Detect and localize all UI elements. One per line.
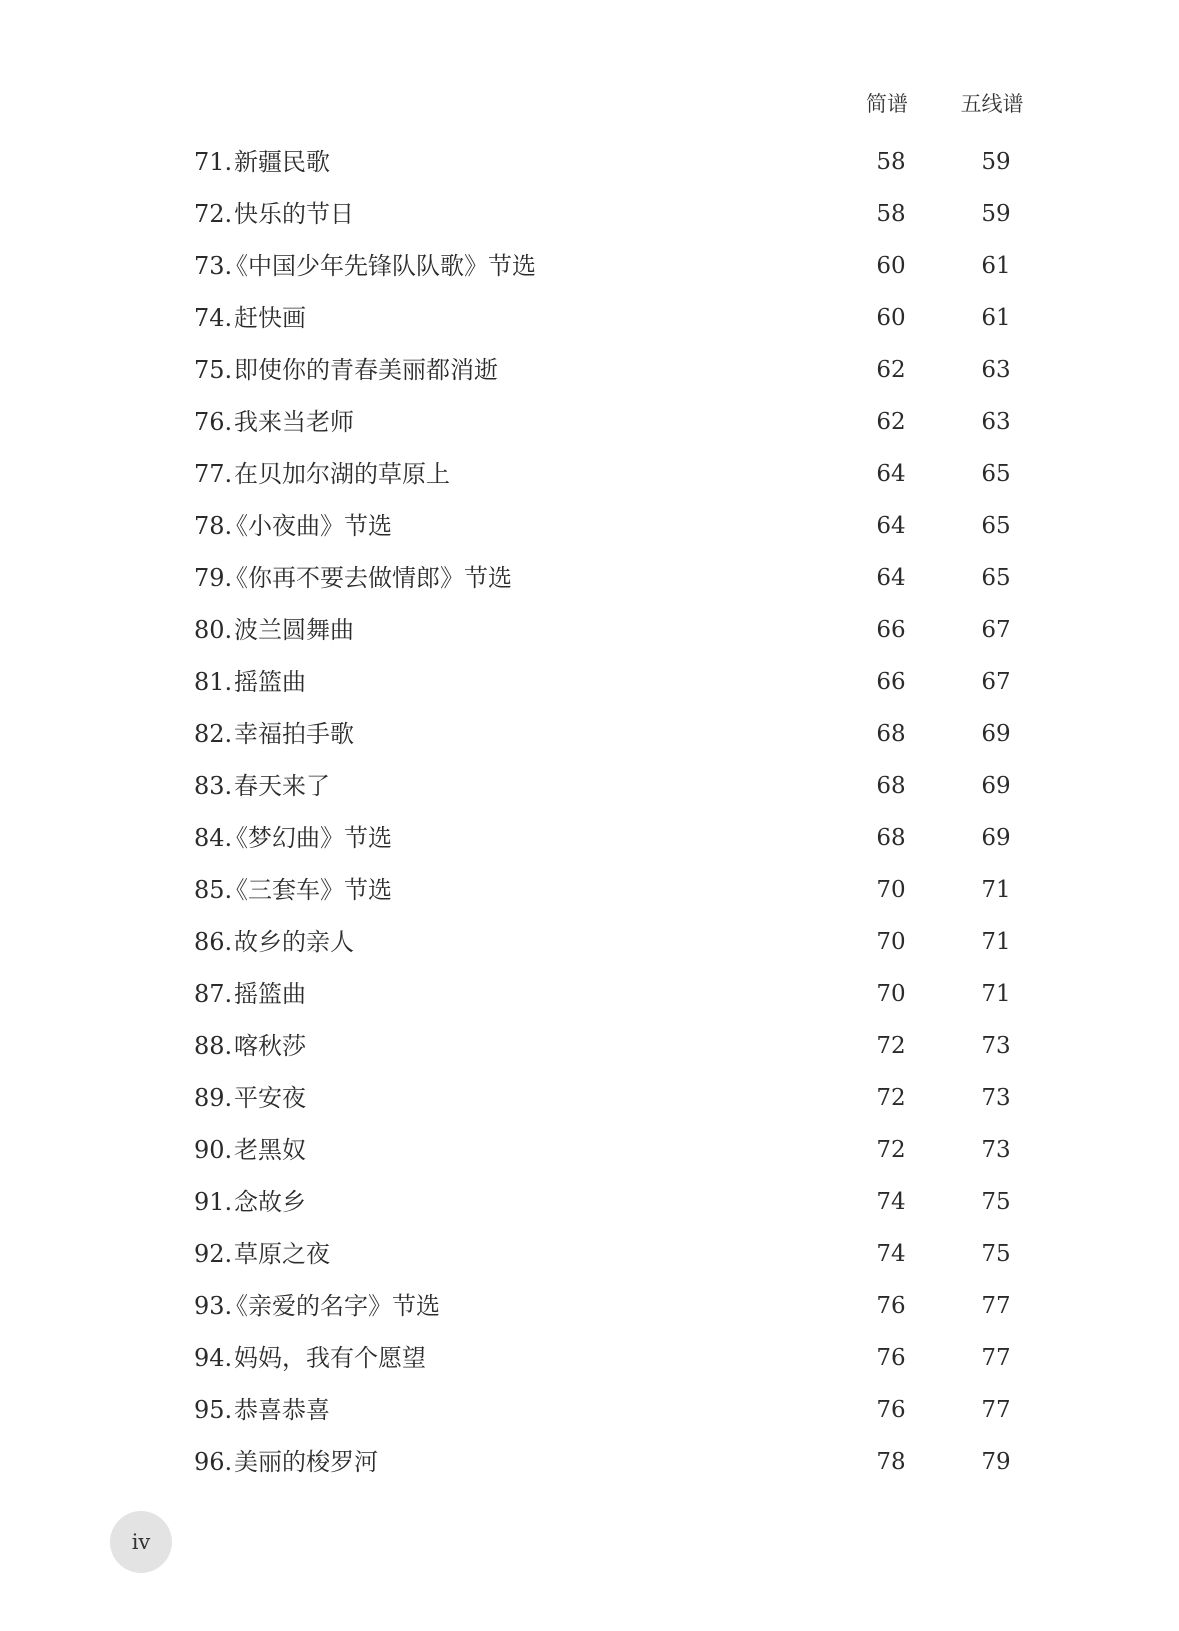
entry-wuxianpu-page: 75 [981, 1189, 1011, 1215]
entry-title: 春天来了 [234, 772, 330, 800]
toc-entry[interactable] [0, 1020, 1179, 1072]
toc-entry[interactable] [0, 760, 1179, 812]
toc-entry[interactable] [0, 1072, 1179, 1124]
entry-jianpu-page: 76 [876, 1397, 906, 1423]
entry-wuxianpu-page: 73 [981, 1085, 1011, 1111]
entry-number: 71. [194, 148, 233, 176]
entry-jianpu-page: 76 [876, 1345, 906, 1371]
column-headers [0, 88, 1179, 118]
entry-title: 恭喜恭喜 [234, 1396, 330, 1424]
entry-number: 72. [194, 200, 233, 228]
toc-entry[interactable] [0, 968, 1179, 1020]
toc-entry[interactable] [0, 604, 1179, 656]
toc-entry[interactable] [0, 1176, 1179, 1228]
entry-wuxianpu-page: 61 [981, 253, 1011, 279]
entry-wuxianpu-page: 75 [981, 1241, 1011, 1267]
jianpu-column-header: 简谱 [866, 92, 908, 116]
entry-wuxianpu-page: 73 [981, 1137, 1011, 1163]
entry-wuxianpu-page: 59 [981, 149, 1011, 175]
entry-title: 老黑奴 [234, 1136, 306, 1164]
entry-wuxianpu-page: 69 [981, 825, 1011, 851]
toc-entry[interactable] [0, 448, 1179, 500]
toc-entry[interactable] [0, 1228, 1179, 1280]
toc-entry[interactable] [0, 136, 1179, 188]
entry-jianpu-page: 72 [876, 1033, 906, 1059]
entry-title: 《三套车》节选 [224, 876, 392, 904]
toc-entry[interactable] [0, 292, 1179, 344]
entry-jianpu-page: 68 [876, 825, 906, 851]
page-number-badge [110, 1511, 172, 1573]
toc-list [0, 136, 1179, 1488]
entry-wuxianpu-page: 69 [981, 773, 1011, 799]
entry-jianpu-page: 62 [876, 357, 906, 383]
entry-number: 82. [194, 720, 233, 748]
entry-title: 《亲爱的名字》节选 [224, 1292, 440, 1320]
entry-jianpu-page: 76 [876, 1293, 906, 1319]
entry-number: 85. [194, 876, 233, 904]
entry-jianpu-page: 58 [876, 201, 906, 227]
entry-wuxianpu-page: 73 [981, 1033, 1011, 1059]
entry-jianpu-page: 68 [876, 773, 906, 799]
entry-title: 《中国少年先锋队队歌》节选 [224, 252, 536, 280]
entry-number: 79. [194, 564, 233, 592]
entry-jianpu-page: 70 [876, 981, 906, 1007]
toc-entry[interactable] [0, 396, 1179, 448]
entry-title: 摇篮曲 [234, 668, 306, 696]
toc-entry[interactable] [0, 708, 1179, 760]
entry-wuxianpu-page: 79 [981, 1449, 1011, 1475]
toc-entry[interactable] [0, 1436, 1179, 1488]
entry-number: 86. [194, 928, 233, 956]
entry-title: 草原之夜 [234, 1240, 330, 1268]
entry-jianpu-page: 74 [876, 1189, 906, 1215]
entry-wuxianpu-page: 71 [981, 929, 1011, 955]
entry-number: 75. [194, 356, 233, 384]
entry-number: 84. [194, 824, 233, 852]
entry-number: 80. [194, 616, 233, 644]
entry-title: 《你再不要去做情郎》节选 [224, 564, 512, 592]
entry-wuxianpu-page: 67 [981, 617, 1011, 643]
entry-number: 73. [194, 252, 233, 280]
entry-title: 念故乡 [234, 1188, 306, 1216]
entry-number: 87. [194, 980, 233, 1008]
toc-entry[interactable] [0, 1124, 1179, 1176]
entry-title: 故乡的亲人 [234, 928, 354, 956]
entry-jianpu-page: 68 [876, 721, 906, 747]
entry-number: 74. [194, 304, 233, 332]
entry-title: 在贝加尔湖的草原上 [234, 460, 450, 488]
entry-number: 76. [194, 408, 233, 436]
entry-number: 92. [194, 1240, 233, 1268]
entry-number: 89. [194, 1084, 233, 1112]
entry-wuxianpu-page: 71 [981, 877, 1011, 903]
entry-wuxianpu-page: 63 [981, 409, 1011, 435]
toc-entry[interactable] [0, 916, 1179, 968]
entry-wuxianpu-page: 63 [981, 357, 1011, 383]
entry-title: 妈妈，我有个愿望 [234, 1344, 426, 1372]
entry-jianpu-page: 78 [876, 1449, 906, 1475]
toc-entry[interactable] [0, 240, 1179, 292]
entry-jianpu-page: 64 [876, 461, 906, 487]
entry-jianpu-page: 66 [876, 617, 906, 643]
toc-entry[interactable] [0, 188, 1179, 240]
entry-jianpu-page: 74 [876, 1241, 906, 1267]
entry-wuxianpu-page: 77 [981, 1345, 1011, 1371]
entry-number: 81. [194, 668, 233, 696]
toc-entry[interactable] [0, 1332, 1179, 1384]
entry-jianpu-page: 60 [876, 305, 906, 331]
entry-wuxianpu-page: 59 [981, 201, 1011, 227]
entry-wuxianpu-page: 77 [981, 1397, 1011, 1423]
entry-wuxianpu-page: 67 [981, 669, 1011, 695]
entry-title: 平安夜 [234, 1084, 306, 1112]
entry-jianpu-page: 72 [876, 1137, 906, 1163]
toc-entry[interactable] [0, 552, 1179, 604]
entry-number: 77. [194, 460, 233, 488]
entry-wuxianpu-page: 65 [981, 461, 1011, 487]
entry-number: 94. [194, 1344, 233, 1372]
entry-wuxianpu-page: 61 [981, 305, 1011, 331]
entry-title: 美丽的梭罗河 [234, 1448, 378, 1476]
wuxianpu-column-header: 五线谱 [960, 92, 1024, 116]
entry-jianpu-page: 64 [876, 565, 906, 591]
entry-number: 93. [194, 1292, 233, 1320]
entry-wuxianpu-page: 69 [981, 721, 1011, 747]
entry-number: 95. [194, 1396, 233, 1424]
entry-title: 新疆民歌 [234, 148, 330, 176]
entry-jianpu-page: 72 [876, 1085, 906, 1111]
toc-entry[interactable] [0, 1280, 1179, 1332]
entry-number: 83. [194, 772, 233, 800]
entry-title: 快乐的节日 [234, 200, 354, 228]
entry-title: 即使你的青春美丽都消逝 [234, 356, 498, 384]
entry-number: 88. [194, 1032, 233, 1060]
page-number: iv [131, 1530, 151, 1554]
toc-entry[interactable] [0, 864, 1179, 916]
entry-wuxianpu-page: 65 [981, 565, 1011, 591]
entry-number: 91. [194, 1188, 233, 1216]
entry-number: 90. [194, 1136, 233, 1164]
toc-entry[interactable] [0, 344, 1179, 396]
entry-title: 赶快画 [234, 304, 306, 332]
entry-title: 幸福拍手歌 [234, 720, 354, 748]
entry-wuxianpu-page: 65 [981, 513, 1011, 539]
entry-number: 96. [194, 1448, 233, 1476]
entry-jianpu-page: 58 [876, 149, 906, 175]
entry-jianpu-page: 64 [876, 513, 906, 539]
entry-jianpu-page: 62 [876, 409, 906, 435]
entry-title: 波兰圆舞曲 [234, 616, 354, 644]
toc-entry[interactable] [0, 812, 1179, 864]
entry-wuxianpu-page: 71 [981, 981, 1011, 1007]
entry-jianpu-page: 66 [876, 669, 906, 695]
entry-title: 喀秋莎 [234, 1032, 306, 1060]
entry-title: 我来当老师 [234, 408, 354, 436]
entry-number: 78. [194, 512, 233, 540]
entry-title: 摇篮曲 [234, 980, 306, 1008]
entry-jianpu-page: 70 [876, 929, 906, 955]
entry-title: 《小夜曲》节选 [224, 512, 392, 540]
entry-jianpu-page: 70 [876, 877, 906, 903]
toc-entry[interactable] [0, 500, 1179, 552]
toc-entry[interactable] [0, 656, 1179, 708]
toc-entry[interactable] [0, 1384, 1179, 1436]
entry-wuxianpu-page: 77 [981, 1293, 1011, 1319]
entry-jianpu-page: 60 [876, 253, 906, 279]
entry-title: 《梦幻曲》节选 [224, 824, 392, 852]
